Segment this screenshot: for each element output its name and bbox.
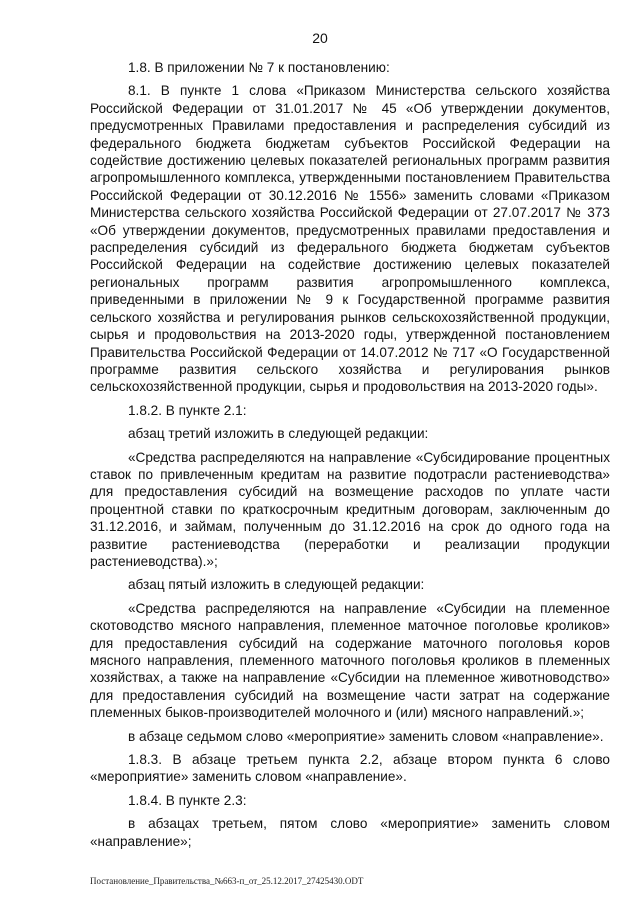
paragraph-1-8-4: 1.8.4. В пункте 2.3: bbox=[128, 792, 247, 808]
paragraph-abzacah: в абзацах третьем, пятом слово «мероприятие» заменить словом «направление»; bbox=[90, 816, 610, 849]
paragraph-abzac-sedmoy: в абзаце седьмом слово «мероприятие» заменить словом «направление». bbox=[128, 728, 604, 744]
paragraph-quote-1: «Средства распределяются на направление «Субсидирование процентных ставок по привлеченным кредитам на развитие подотрасли растениеводства» для предоставления субсидий на возмещение расходов по уплате части процентной ставки по краткосрочным кредитным договорам, заключенным до 31.12.2016, и займам, полученным до 31.12.2016 на срок до одного года на развитие растениеводства (переработки и реализации продукции растениеводства).»; bbox=[90, 449, 610, 569]
paragraph-abzac-tretiy: абзац третий изложить в следующей редакции: bbox=[128, 426, 429, 442]
paragraph-1-8-3: 1.8.3. В абзаце третьем пункта 2.2, абзаце втором пункта 6 слово «мероприятие» заменить словом «направление». bbox=[90, 752, 610, 785]
paragraph-1-8-heading: 1.8. В приложении № 7 к постановлению: bbox=[128, 60, 390, 75]
paragraph-1-8-2: 1.8.2. В пункте 2.1: bbox=[128, 402, 247, 418]
document-footer: Постановление_Правительства_№663-п_от_25.12.2017_27425430.ODT bbox=[90, 876, 364, 886]
paragraph-8-1: 8.1. В пункте 1 слова «Приказом Министерства сельского хозяйства Российской Федерации от 31.01.2017 № 45 «Об утверждении документов, предусмотренных Правилами предоставления и распределения субсидий из федерального бюджета бюджетам субъектов Российской Федерации на содействие достижению целевых показателей региональных программ развития агропромышленного комплекса, утвержденными постановлением Правительства Российской Федерации от 30.12.2016 № 1556» заменить словами «Приказом Министерства сельского хозяйства Российской Федерации от 27.07.2017 № 373 «Об утверждении документов, предусмотренных правилами предоставления и распределения субсидий из федерального бюджета бюджетам субъектов Российской Федерации на содействие достижению целевых показателей региональных программ развития агропромышленного комплекса, приведенными в приложении № 9 к Государственной программе развития сельского хозяйства и регулирования рынков сельскохозяйственной продукции, сырья и продовольствия на 2013-2020 годы, утвержденной постановлением Правительства Российской Федерации от 14.07.2012 № 717 «О Государственной программе развития сельского хозяйства и регулирования рынков сельскохозяйственной продукции, сырья и продовольствия на 2013-2020 годы». bbox=[90, 83, 610, 395]
page-number: 20 bbox=[312, 30, 328, 46]
paragraph-abzac-pyatyy: абзац пятый изложить в следующей редакции: bbox=[128, 577, 425, 593]
document-body bbox=[90, 59, 610, 850]
paragraph-quote-2: «Средства распределяются на направление «Субсидии на племенное скотоводство мясного направления, племенное маточное поголовье кроликов» для предоставления субсидий на содержание маточного поголовья коров мясного направления, племенного маточного поголовья кроликов в племенных хозяйствах, а также на направление «Субсидии на племенное животноводство» для предоставления субсидий на возмещение части затрат на содержание племенных быков-производителей молочного и (или) мясного направлений.»; bbox=[90, 600, 610, 721]
